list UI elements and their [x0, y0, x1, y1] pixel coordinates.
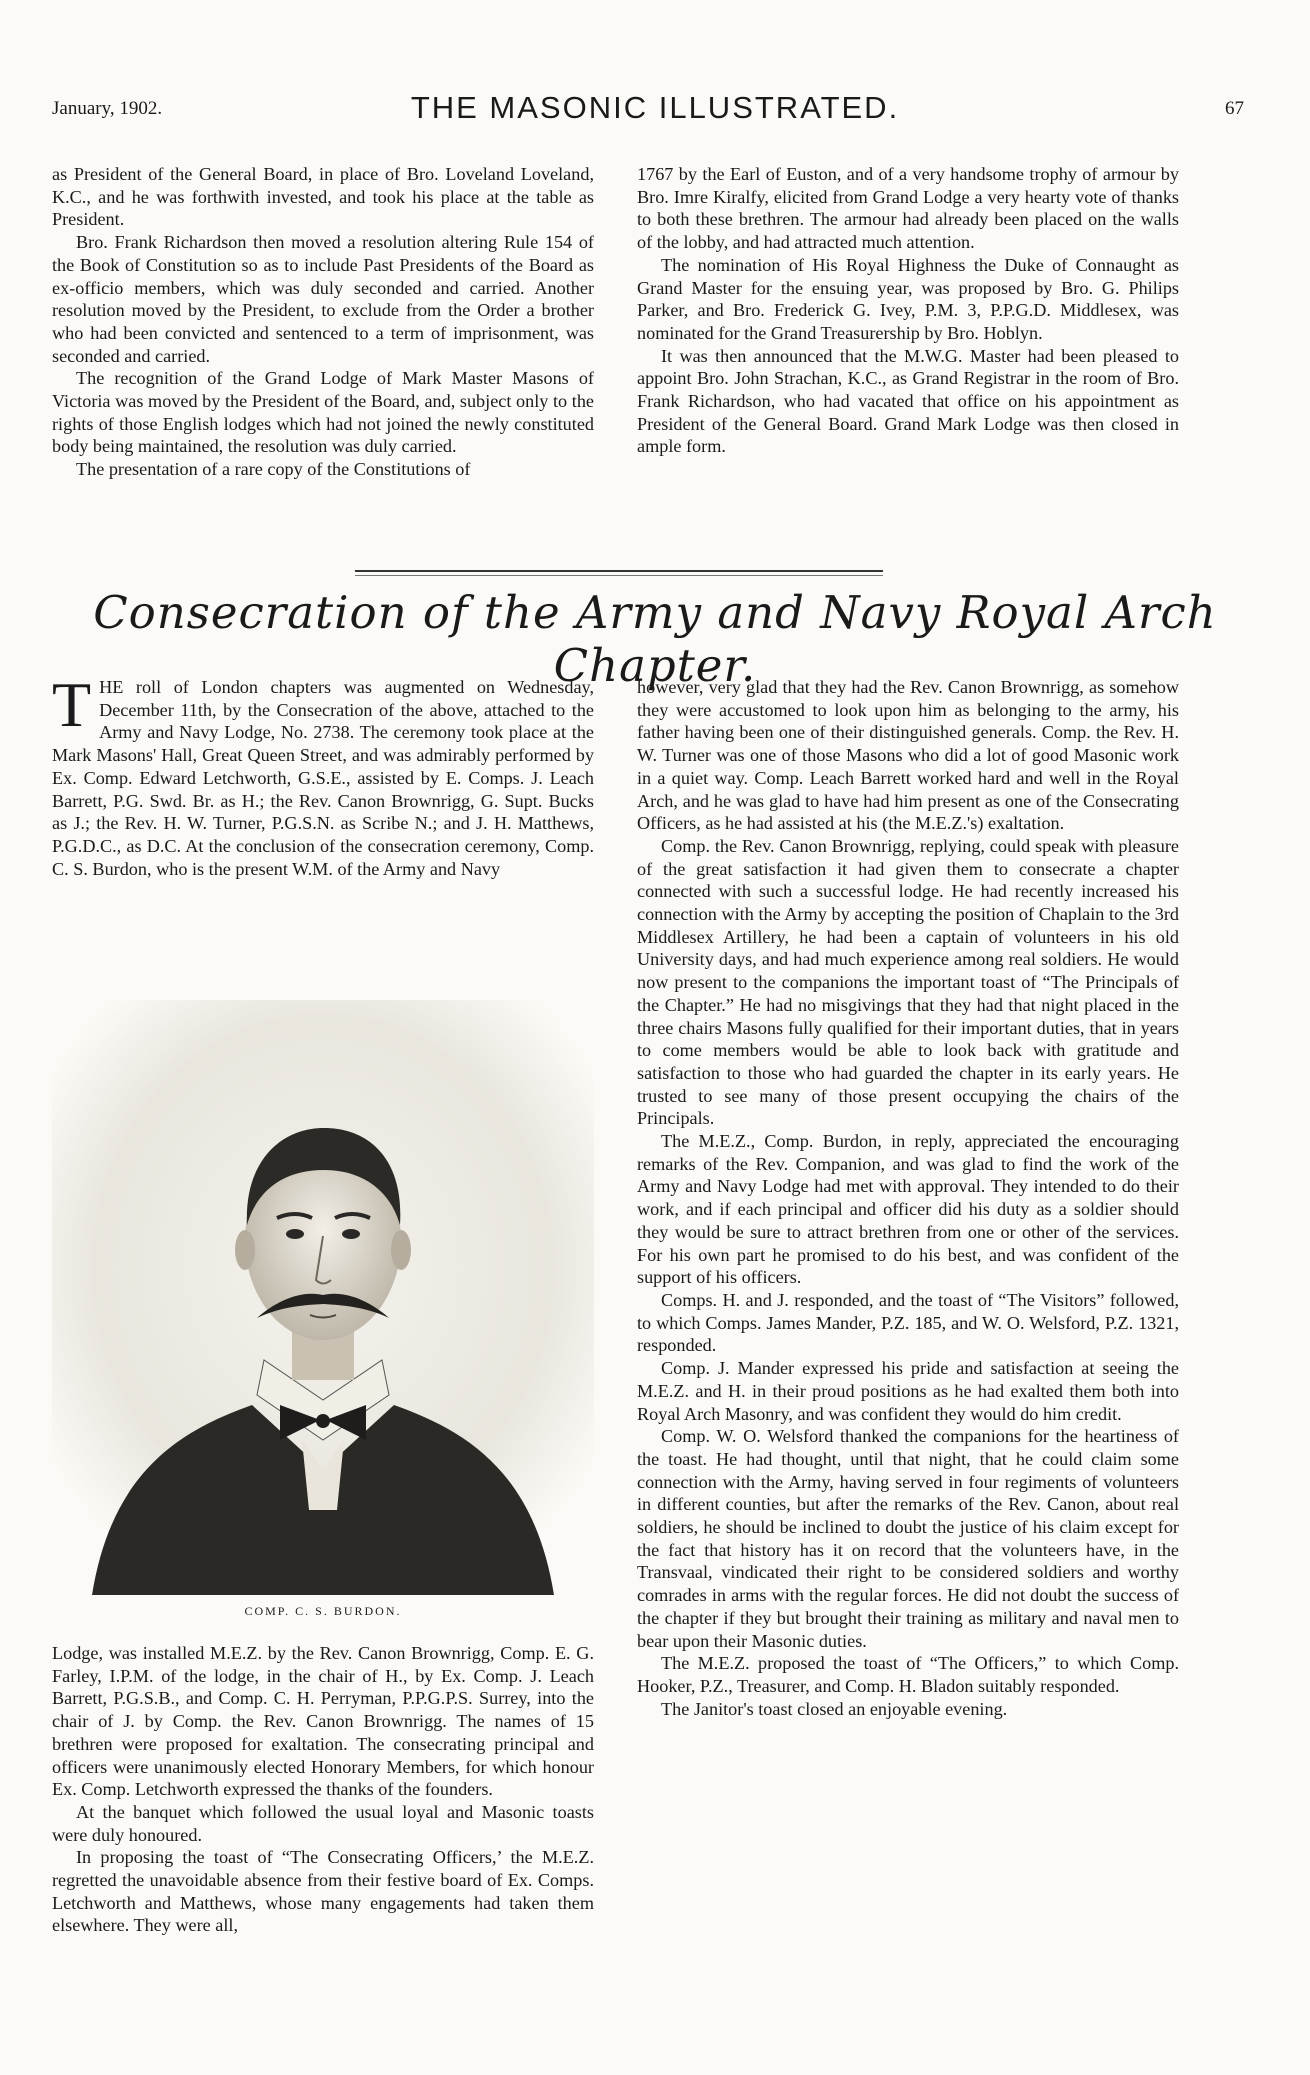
paragraph: At the banquet which followed the usual loyal and Masonic toasts were duly honoured.	[52, 1801, 594, 1845]
opening-text: HE roll of London chapters was augmented on Wednesday, December 11th, by the Consecration of the above, attached to the Army and Navy Lodge, No. 2738. The ceremony took place at the Mark Masons' Hall, Great Queen Street, and was admirably performed by Ex. Comp. Edward Letchworth, G.S.E., assisted by E. Comps. J. Leach Barrett, P.G. Swd. Br. as H.; the Rev. Canon Brownrigg, G. Supt. Bucks as J.; the Rev. H. W. Turner, P.G.S.N. as Scribe N.; and J. H. Matthews, P.G.D.C., as D.C. At the conclusion of the consecration ceremony, Comp. C. S. Burdon, who is the present W.M. of the Army and Navy	[52, 677, 594, 879]
page-number: 67	[1225, 98, 1244, 119]
publication-title: THE MASONIC ILLUSTRATED.	[410, 90, 900, 125]
portrait-engraving	[52, 1000, 594, 1595]
opening-paragraph	[52, 669, 594, 880]
header-date: January, 1902.	[52, 98, 163, 119]
portrait-image	[52, 1000, 594, 1595]
paragraph: The M.E.Z., Comp. Burdon, in reply, appreciated the encouraging remarks of the Rev. Companion, and was glad to find the work of the Army and Navy Lodge had met with approval. They intended to do their work, and if each principal and officer did his duty as a soldier should they would be sure to attract brethren from one or other of the services. For his own part he promised to do his best, and was confident of the support of his officers.	[637, 1131, 1179, 1288]
paragraph: Comp. W. O. Welsford thanked the companions for the heartiness of the toast. He had thought, until that night, that he could claim some connection with the Army, having served in four regiments of volunteers in different counties, but after the remarks of the Rev. Canon, about real soldiers, he should be inclined to doubt the justice of his claim except for the fact that history has it on record that the volunteers have, in the Transvaal, vindicated their right to be considered soldiers and worthy comrades in arms with the regular forces. He did not doubt the success of the chapter if they but brought their training as military and naval men to bear upon their Masonic duties.	[637, 1426, 1179, 1651]
paragraph: The recognition of the Grand Lodge of Mark Master Masons of Victoria was moved by the President of the Board, and, subject only to the rights of those English lodges which had not joined the newly constituted body being maintained, the resolution was duly carried.	[52, 368, 594, 457]
paragraph: Comp. the Rev. Canon Brownrigg, replying, could speak with pleasure of the great satisfaction it had given them to consecrate a chapter connected with such a successful lodge. He had recently increased his connection with the Army by accepting the position of Chaplain to the 3rd Middlesex Artillery, he had been a captain of volunteers in his old University days, and had much experience among real soldiers. He would now present to the companions the important toast of “The Principals of the Chapter.” He had no misgivings that they had that night placed in the three chairs Masons fully qualified for their important duties, that in years to come members would be able to look back with gratitude and satisfaction to those who had guarded the chapter in its early years. He trusted to see many of those present occupying the chairs of the Principals.	[637, 835, 1179, 1129]
article-headline: Consecration of the Army and Navy Royal Arch Chapter.	[93, 586, 1217, 692]
paragraph: The M.E.Z. proposed the toast of “The Officers,” to which Comp. Hooker, P.Z., Treasurer, and Comp. H. Bladon suitably responded.	[637, 1653, 1179, 1696]
paragraph: In proposing the toast of “The Consecrating Officers,’ the M.E.Z. regretted the unavoidable absence from their festive board of Ex. Comps. Letchworth and Matthews, whose many engagements had taken them elsewhere. They were all,	[52, 1847, 594, 1936]
section-divider	[355, 570, 883, 572]
paragraph: The Janitor's toast closed an enjoyable evening.	[661, 1698, 1008, 1719]
top-right-column	[637, 163, 1179, 458]
paragraph: however, very glad that they had the Rev. Canon Brownrigg, as somehow they were accustomed to look upon him as belonging to the army, his father having been one of their distinguished generals. Comp. the Rev. H. W. Turner was one of those Masons who did a lot of good Masonic work in a quiet way. Comp. Leach Barrett worked hard and well in the Royal Arch, and he was glad to have had him present as one of the Consecrating Officers, as he had assisted at his (the M.E.Z.'s) exaltation.	[637, 677, 1179, 834]
article-left-column-top	[52, 669, 594, 880]
paragraph: 1767 by the Earl of Euston, and of a very handsome trophy of armour by Bro. Imre Kiralfy, elicited from Grand Lodge a very hearty vote of thanks to both these brethren. The armour had already been placed on the walls of the lobby, and had attracted much attention.	[637, 164, 1179, 253]
paragraph: Comps. H. and J. responded, and the toast of “The Visitors” followed, to which Comps. James Mander, P.Z. 185, and W. O. Welsford, P.Z. 1321, responded.	[637, 1289, 1179, 1356]
paragraph: It was then announced that the M.W.G. Master had been pleased to appoint Bro. John Strachan, K.C., as Grand Registrar in the room of Bro. Frank Richardson, who had vacated that office on his appointment as President of the General Board. Grand Mark Lodge was then closed in ample form.	[637, 345, 1179, 457]
paragraph: Bro. Frank Richardson then moved a resolution altering Rule 154 of the Book of Constitution so as to include Past Presidents of the Board as ex-officio members, which was duly seconded and carried. Another resolution moved by the President, to exclude from the Order a brother who had been convicted and sentenced to a term of imprisonment, was seconded and carried.	[52, 232, 594, 366]
paragraph: Comp. J. Mander expressed his pride and satisfaction at seeing the M.E.Z. and H. in their proud positions as he had exalted them both into Royal Arch Masonry, and was confident they would do him credit.	[637, 1358, 1179, 1424]
drop-cap: T	[52, 669, 92, 740]
paragraph: The nomination of His Royal Highness the Duke of Connaught as Grand Master for the ensuing year, was proposed by Bro. G. Philips Parker, and Bro. Frederick G. Ivey, P.M. 3, P.P.G.D. Middlesex, was nominated for the Grand Treasurership by Bro. Hoblyn.	[637, 254, 1179, 343]
article-right-column	[637, 676, 1179, 1720]
portrait-caption: COMP. C. S. BURDON.	[244, 1604, 402, 1618]
paragraph: as President of the General Board, in place of Bro. Loveland Loveland, K.C., and he was forthwith invested, and took his place at the table as President.	[52, 164, 594, 230]
top-left-column	[52, 163, 594, 481]
paragraph: The presentation of a rare copy of the Constitutions of	[76, 459, 471, 480]
section-divider-thin	[355, 575, 883, 576]
article-left-column-bottom	[52, 1642, 594, 1937]
paragraph: Lodge, was installed M.E.Z. by the Rev. Canon Brownrigg, Comp. E. G. Farley, I.P.M. of the lodge, in the chair of H., by Ex. Comp. J. Leach Barrett, P.G.S.B., and Comp. C. H. Perryman, P.P.G.P.S. Surrey, into the chair of J. by Comp. the Rev. Canon Brownrigg. The names of 15 brethren were proposed for exaltation. The consecrating principal and officers were unanimously elected Honorary Members, for which honour Ex. Comp. Letchworth expressed the thanks of the founders.	[52, 1643, 594, 1800]
